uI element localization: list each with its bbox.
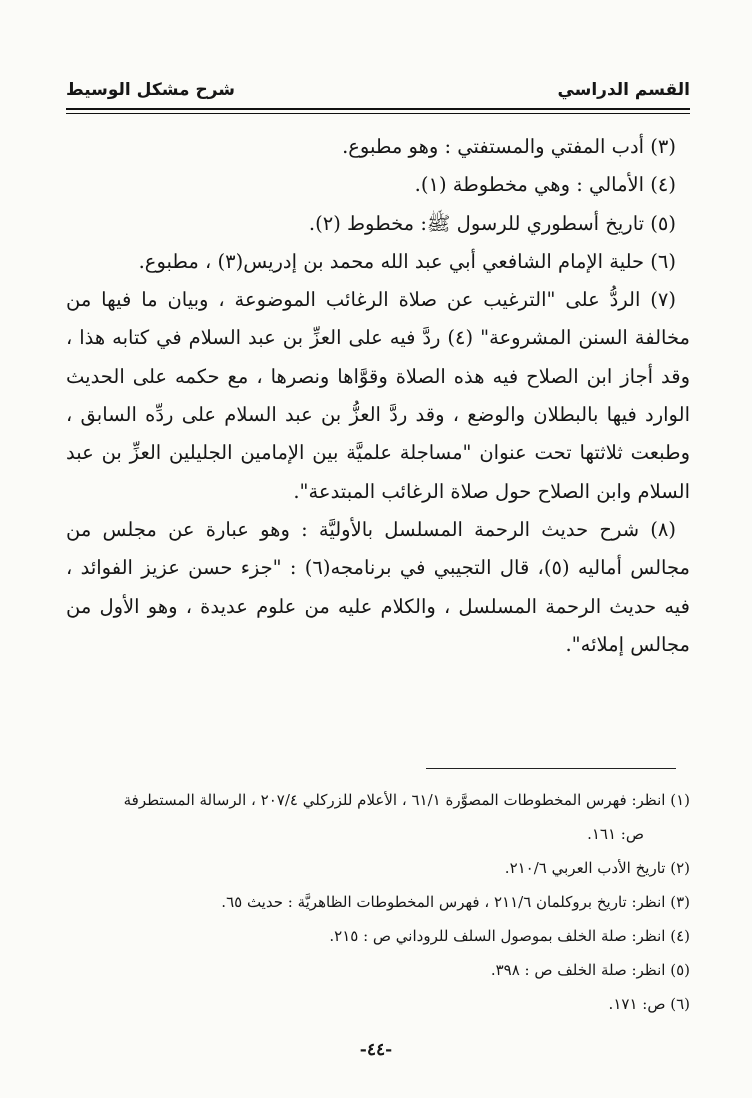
footnote-1: (١) انظر: فهرس المخطوطات المصوَّرة ٦١/١ ، الأعلام للزركلي ٢٠٧/٤ ، الرسالة المستطرفة [123, 791, 690, 809]
list-item: (٣) أدب المفتي والمستفتي : وهو مطبوع. [342, 135, 676, 158]
list-item: (٧) الردُّ على "الترغيب عن صلاة الرغائب الموضوعة ، وبيان ما فيها من مخالفة السنن المشروعة" (٤) ردَّ فيه على العزِّ بن عبد السلام في كتابه هذا ، وقد أجاز ابن الصلاح فيه هذه الصلاة وقوَّاها ونصرها ، مع حكمه على الحديث الوارد فيها بالبطلان والوضع ، وقد ردَّ العزُّ بن عبد السلام على ردِّه السابق ، وطبعت ثلاثتها تحت عنوان "مساجلة علميَّة بين الإمامين الجليلين العزِّ بن عبد السلام وابن الصلاح حول صلاة الرغائب المبتدعة". [66, 288, 690, 503]
main-text [66, 128, 690, 664]
footnote-2: (٢) تاريخ الأدب العربي ٢١٠/٦. [504, 859, 690, 877]
list-item: (٤) الأمالي : وهي مخطوطة (١). [414, 173, 676, 197]
footnote-separator [426, 768, 676, 769]
footnote-5: (٥) انظر: صلة الخلف ص : ٣٩٨. [490, 961, 690, 979]
footnote-3: (٣) انظر: تاريخ بروكلمان ٢١١/٦ ، فهرس المخطوطات الظاهريَّة : حديث ٦٥. [221, 893, 690, 911]
list-item: (٦) حلية الإمام الشافعي أبي عبد الله محمد بن إدريس(٣) ، مطبوع. [138, 249, 676, 273]
list-item: (٨) شرح حديث الرحمة المسلسل بالأوليَّة : وهو عبارة عن مجلس من مجالس أماليه (٥)، قال التجيبي في برنامجه(٦) : "جزء حسن عزيز الفوائد ، فيه حديث الرحمة المسلسل ، والكلام عليه من علوم عديدة ، وهو الأول من مجالس إملائه". [66, 517, 690, 656]
footnote-6: (٦) ص: ١٧١. [608, 995, 690, 1013]
book-title: شرح مشكل الوسيط [66, 80, 235, 100]
section-title: القسم الدراسي [557, 80, 690, 100]
footnote-4: (٤) انظر: صلة الخلف بموصول السلف للروداني ص : ٢١٥. [329, 927, 690, 945]
footnote-1-continued: ص: ١٦١. [587, 825, 644, 843]
header-rule-thin [66, 113, 690, 114]
page-number: -٤٤- [359, 1040, 393, 1060]
list-item: (٥) تاريخ أسطوري للرسول ﷺ: مخطوط (٢). [308, 211, 676, 235]
running-header [66, 76, 690, 106]
footnotes [66, 783, 690, 1021]
header-rule-thick [66, 108, 690, 110]
